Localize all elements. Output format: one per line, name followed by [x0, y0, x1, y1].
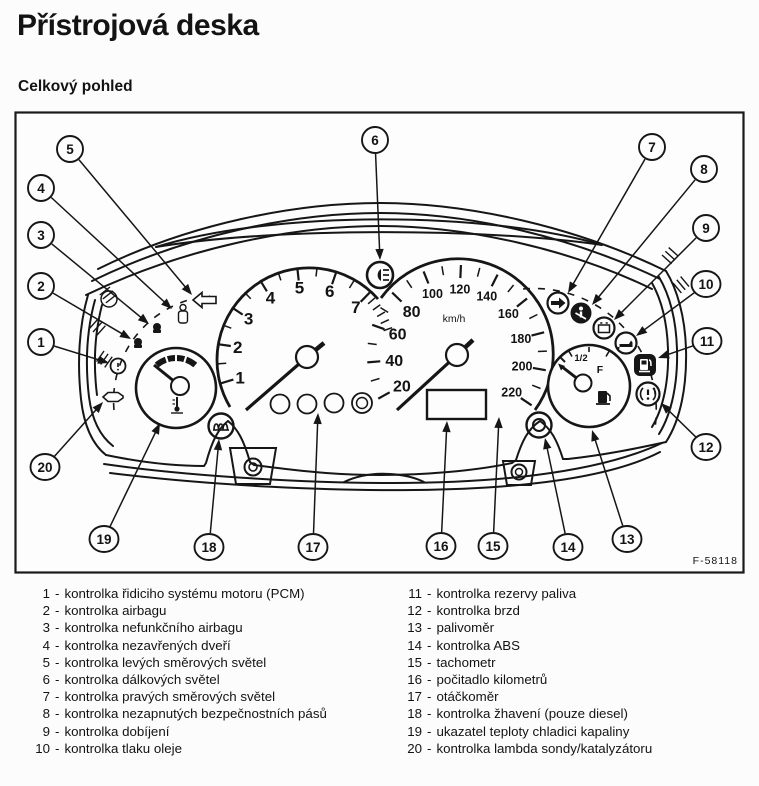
callout-number: 14: [560, 540, 576, 555]
callout-number: 15: [485, 539, 501, 554]
legend: [28, 585, 759, 757]
callout-number: 13: [619, 532, 635, 547]
high-beam-icon: [367, 262, 393, 288]
figure-code: F-58118: [693, 555, 738, 567]
legend-item-9: 9 - kontrolka dobíjení: [28, 723, 400, 740]
right-turn-icon: [548, 293, 569, 314]
legend-item-17: 17 - otáčkoměr: [400, 688, 740, 705]
callout-number: 9: [702, 221, 710, 236]
tach-label: 7: [351, 298, 360, 317]
legend-item-1: 1 - kontrolka řidiciho systému motoru (PCM): [28, 585, 400, 602]
legend-item-8: 8 - kontrolka nezapnutých bezpečnostních pásů: [28, 705, 400, 722]
speed-label: 220: [501, 385, 522, 399]
callout-number: 16: [433, 539, 449, 554]
tachometer-hub: [296, 346, 318, 368]
tach-label: 4: [266, 288, 276, 307]
legend-item-3: 3 - kontrolka nefunkčního airbagu: [28, 619, 400, 636]
callout-number: 6: [371, 133, 379, 148]
tach-label: 6: [325, 282, 334, 301]
airbag-fault-icon: [153, 323, 161, 333]
legend-item-4: 4 - kontrolka nezavřených dveří: [28, 637, 400, 654]
callout-number: 4: [37, 181, 45, 196]
callout-number: 8: [700, 162, 708, 177]
callout-number: 3: [37, 228, 45, 243]
speed-label: 140: [476, 290, 497, 304]
fuel-full-label: F: [597, 364, 604, 376]
callout-number: 11: [700, 334, 715, 349]
speed-label: 200: [512, 360, 533, 374]
fuel-gauge: [548, 345, 630, 427]
tach-label: 2: [233, 338, 242, 357]
legend-item-14: 14 - kontrolka ABS: [400, 637, 740, 654]
callout-number: 10: [698, 277, 713, 292]
odometer-display: [427, 390, 486, 419]
lambda-catalyst-icon: [103, 393, 123, 402]
page-title: Přístrojová deska: [17, 9, 759, 43]
legend-item-5: 5 - kontrolka levých směrových světel: [28, 654, 400, 671]
speed-label: 160: [498, 307, 519, 321]
coolant-temp-gauge: [136, 348, 216, 428]
section-title: Celkový pohled: [18, 78, 759, 96]
speed-label: 180: [510, 332, 531, 346]
callout-number: 7: [648, 140, 656, 155]
speed-label: 120: [449, 283, 470, 297]
tach-minor-tick: [316, 268, 317, 277]
fuel-reserve-icon: [634, 354, 656, 376]
callout-number: 12: [698, 440, 713, 455]
speed-label: 40: [385, 353, 403, 370]
tach-label: 5: [295, 279, 304, 298]
tach-label: 3: [244, 310, 253, 329]
legend-item-10: 10 - kontrolka tlaku oleje: [28, 740, 400, 757]
legend-item-11: 11 - kontrolka rezervy paliva: [400, 585, 740, 602]
speed-tick: [367, 361, 380, 362]
speed-label: 100: [422, 287, 443, 301]
callout-number: 17: [305, 540, 320, 555]
callout-number: 20: [37, 460, 52, 475]
speed-units-label: km/h: [443, 313, 466, 325]
legend-column-right: [400, 585, 740, 757]
speed-label: 60: [389, 327, 407, 344]
door-open-icon: [179, 305, 188, 324]
legend-item-18: 18 - kontrolka žhavení (pouze diesel): [400, 705, 740, 722]
instrument-cluster-diagram: [14, 111, 745, 574]
legend-item-2: 2 - kontrolka airbagu: [28, 602, 400, 619]
seatbelt-icon: [571, 303, 592, 324]
legend-item-12: 12 - kontrolka brzd: [400, 602, 740, 619]
speed-label: 20: [393, 378, 411, 395]
speed-tick: [460, 265, 461, 278]
tach-label: 1: [235, 369, 244, 388]
legend-item-13: 13 - palivoměr: [400, 619, 740, 636]
airbag-icon: [134, 338, 142, 348]
callout-number: 19: [96, 532, 111, 547]
tach-minor-tick: [217, 363, 226, 364]
speedometer-hub: [446, 344, 468, 366]
legend-item-6: 6 - kontrolka dálkových světel: [28, 671, 400, 688]
speed-label: 80: [403, 304, 421, 321]
callout-number: 1: [37, 335, 45, 350]
figure-diagram: [14, 111, 745, 574]
legend-item-20: 20 - kontrolka lambda sondy/katalyzátoru: [400, 740, 740, 757]
legend-item-16: 16 - počitadlo kilometrů: [400, 671, 740, 688]
legend-column-left: [28, 585, 400, 757]
callout-number: 2: [37, 279, 45, 294]
legend-item-15: 15 - tachometr: [400, 654, 740, 671]
callout-number: 18: [201, 540, 217, 555]
callout-number: 5: [66, 142, 74, 157]
oil-pressure-icon: [616, 333, 637, 354]
legend-item-19: 19 - ukazatel teploty chladici kapaliny: [400, 723, 740, 740]
fuel-half-label: 1/2: [574, 353, 587, 364]
legend-item-7: 7 - kontrolka pravých směrových světel: [28, 688, 400, 705]
